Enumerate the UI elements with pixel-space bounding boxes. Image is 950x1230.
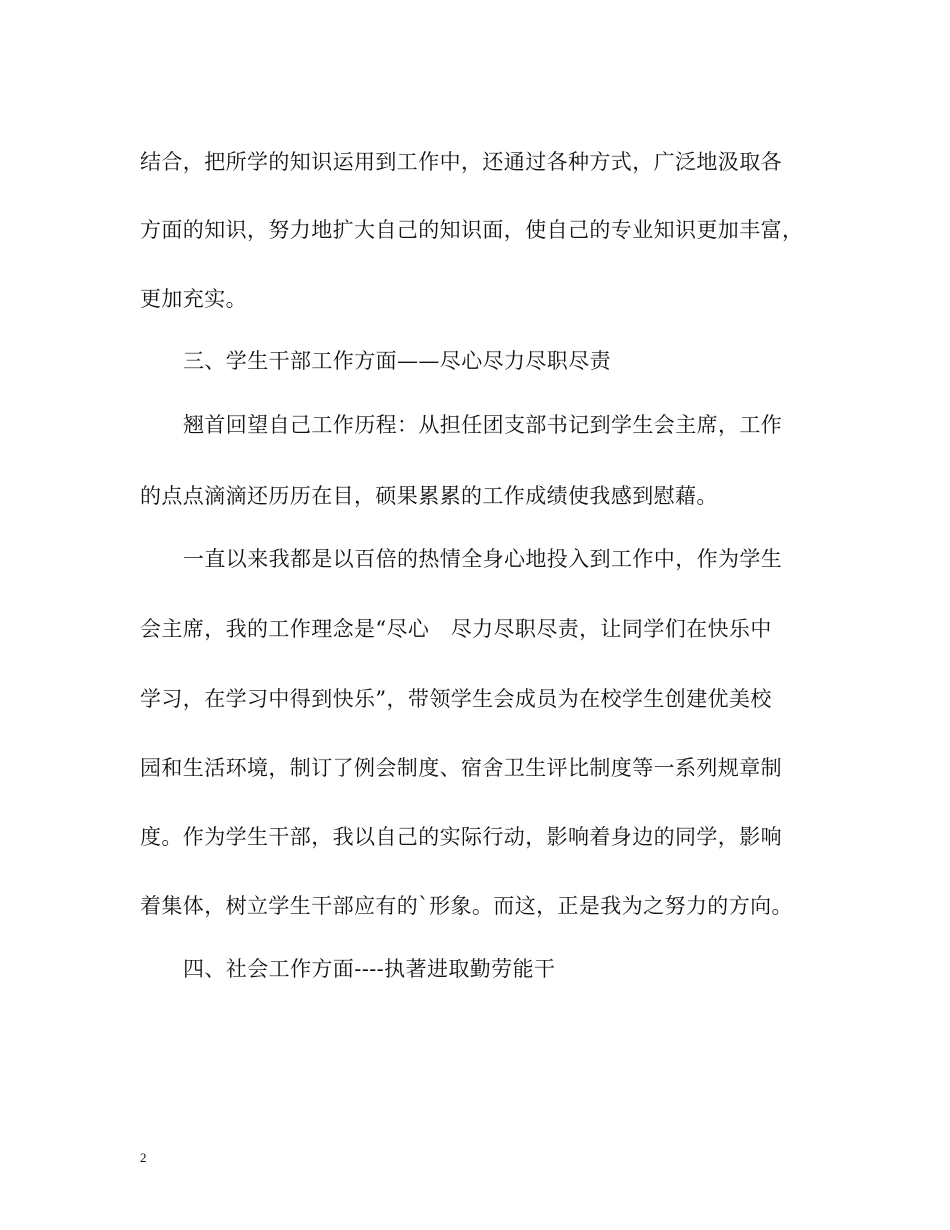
section-heading-3: 三、学生干部工作方面——尽心尽力尽职尽责 <box>183 349 611 373</box>
text-line-1: 结合，把所学的知识运用到工作中，还通过各种方式，广泛地汲取各 <box>140 150 782 174</box>
text-line-8: 会主席，我的工作理念是“尽心 尽力尽职尽责，让同学们在快乐中 <box>140 617 772 641</box>
text-line-5: 翘首回望自己工作历程：从担任团支部书记到学生会主席，工作 <box>183 413 783 437</box>
text-line-6: 的点点滴滴还历历在目，硕果累累的工作成绩使我感到慰藉。 <box>140 484 718 508</box>
text-line-10: 园和生活环境，制订了例会制度、宿舍卫生评比制度等一系列规章制 <box>140 756 782 780</box>
text-line-3: 更加充实。 <box>140 287 247 311</box>
text-line-9: 学习，在学习中得到快乐”，带领学生会成员为在校学生创建优美校 <box>140 687 772 711</box>
text-line-2: 方面的知识，努力地扩大自己的知识面，使自己的专业知识更加丰富， <box>140 218 804 242</box>
text-line-12: 着集体，树立学生干部应有的`形象。而这，正是我为之努力的方向。 <box>140 894 793 918</box>
text-line-11: 度。作为学生干部，我以自己的实际行动，影响着身边的同学，影响 <box>140 825 782 849</box>
section-heading-4: 四、社会工作方面----执著进取勤劳能干 <box>183 957 556 981</box>
page-number: 2 <box>140 1150 147 1165</box>
text-line-7: 一直以来我都是以百倍的热情全身心地投入到工作中，作为学生 <box>183 547 783 571</box>
